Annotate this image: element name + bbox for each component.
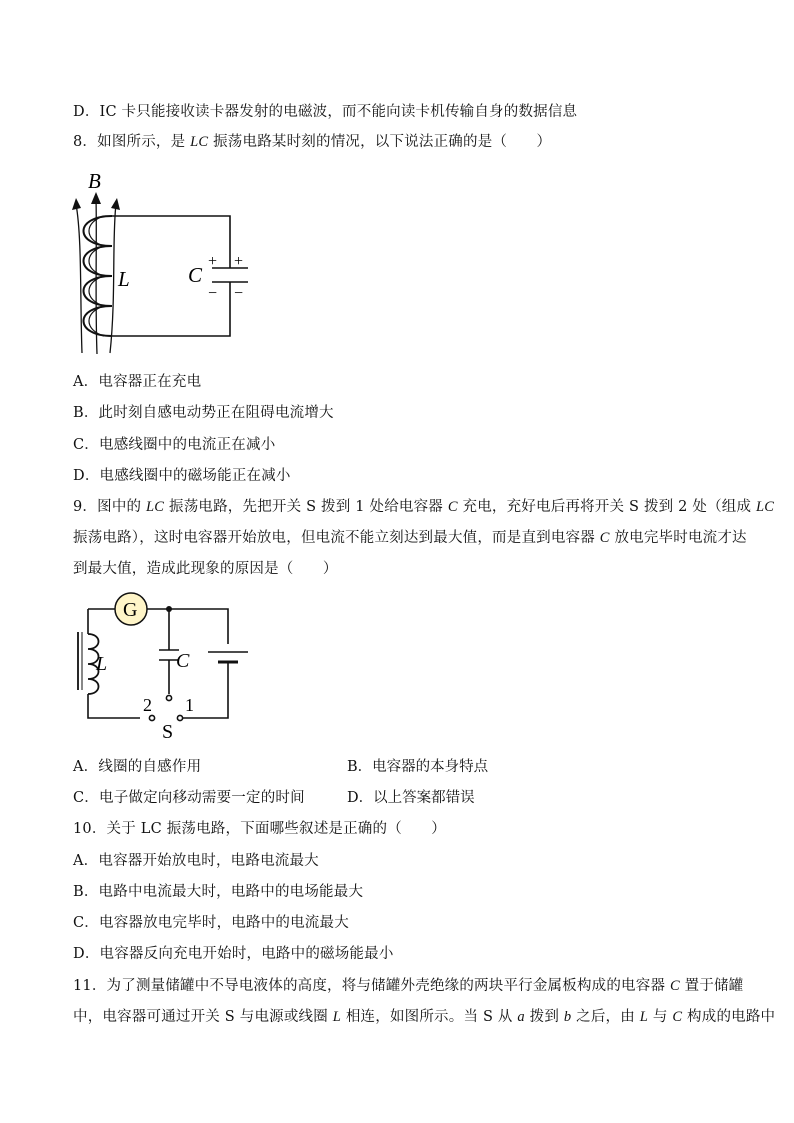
q9-terminal-1 — [177, 715, 182, 720]
q11-l2-var3: b — [563, 1009, 572, 1025]
q11-l1-a: 11．为了测量储罐中不导电液体的高度，将与储罐外壳绝缘的两块平行金属板构成的电容器 — [73, 978, 670, 994]
q9-stem-line-2 — [73, 528, 747, 548]
q8-field-line-left — [76, 204, 82, 353]
q8-field-line-right — [110, 204, 116, 353]
q11-l2-b: 相连，如图所示。当 S 从 — [341, 1009, 518, 1025]
q8-label-l: L — [118, 267, 130, 291]
q8-minus-right: − — [234, 285, 244, 302]
q11-l2-a: 中，电容器可通过开关 S 与电源或线圈 — [73, 1009, 333, 1025]
q11-stem-line-2 — [73, 1007, 775, 1027]
q8-label-b: B — [88, 169, 101, 193]
q7-option-d: D．IC 卡只能接收读卡器发射的电磁波，而不能向读卡机传输自身的数据信息 — [73, 104, 578, 120]
q9-option-a: A．线圈的自感作用 — [73, 759, 202, 775]
q11-l2-f: 构成的电路中 — [682, 1009, 776, 1025]
q11-l2-c: 拨到 — [524, 1009, 564, 1025]
q8-option-d: D．电感线圈中的磁场能正在减小 — [73, 468, 291, 484]
q9-terminal-2 — [149, 715, 154, 720]
q9-top-wire — [88, 609, 228, 644]
q8-option-a: A．电容器正在充电 — [73, 374, 202, 390]
q9-label-g: G — [123, 599, 138, 621]
q8-coil — [84, 216, 113, 336]
q8-arrowhead-left — [72, 198, 81, 210]
q9-junction — [166, 606, 172, 612]
q9-l1-var1: LC — [146, 499, 165, 515]
q9-l1-a: 9．图中的 — [73, 499, 147, 515]
q8-plus-left: + — [208, 253, 218, 270]
q9-switch-pivot — [166, 695, 171, 700]
q9-label-1: 1 — [185, 695, 194, 715]
q9-stem-line-1 — [73, 497, 774, 517]
q9-l1-b: 振荡电路，先把开关 S 拨到 1 处给电容器 — [164, 499, 448, 515]
q9-l2-a: 振荡电路），这时电容器开始放电，但电流不能立刻达到最大值，而是直到电容器 — [73, 530, 600, 546]
q9-label-l: L — [96, 653, 108, 675]
q9-option-d: D．以上答案都错误 — [347, 790, 475, 806]
q8-stem — [73, 132, 551, 152]
q8-circuit-figure — [60, 168, 260, 358]
q11-l2-var4: L — [639, 1009, 649, 1025]
q11-l1-var: C — [669, 978, 680, 994]
q9-label-s: S — [162, 721, 174, 743]
q11-l2-d: 之后，由 — [571, 1009, 640, 1025]
q9-l2-var: C — [599, 530, 610, 546]
q8-stem-prefix: 8．如图所示，是 — [73, 134, 191, 150]
q8-minus-left: − — [208, 285, 218, 302]
q8-arrowhead-right — [111, 198, 120, 210]
q8-option-c: C．电感线圈中的电流正在减小 — [73, 437, 276, 453]
q10-option-a: A．电容器开始放电时，电路电流最大 — [73, 853, 319, 869]
q8-plus-right: + — [234, 253, 244, 270]
q9-stem-line-3: 到最大值，造成此现象的原因是（ ） — [73, 561, 338, 577]
q11-l2-var1: L — [332, 1009, 342, 1025]
q8-arrowhead-mid — [91, 192, 101, 204]
q8-label-c: C — [188, 263, 203, 287]
q9-option-b: B．电容器的本身特点 — [347, 759, 489, 775]
q11-l2-e: 与 — [648, 1009, 673, 1025]
q10-option-d: D．电容器反向充电开始时，电路中的磁场能最小 — [73, 946, 394, 962]
q10-stem: 10．关于 LC 振荡电路，下面哪些叙述是正确的（ ） — [73, 821, 446, 837]
q9-l1-c: 充电，充好电后再将开关 S 拨到 2 处（组成 — [457, 499, 756, 515]
q9-l2-b: 放电完毕时电流才达 — [609, 530, 747, 546]
q8-stem-var-lc: LC — [190, 134, 209, 150]
q8-option-b: B．此时刻自感电动势正在阻碍电流增大 — [73, 405, 334, 421]
q9-option-c: C．电子做定向移动需要一定的时间 — [73, 790, 305, 806]
q9-circuit-figure — [70, 594, 260, 744]
q8-stem-suffix: 振荡电路某时刻的情况，以下说法正确的是（ ） — [208, 134, 552, 150]
q9-l1-var3: LC — [756, 499, 775, 515]
q9-label-c: C — [176, 650, 190, 672]
q11-stem-line-1 — [73, 976, 743, 996]
q9-label-2: 2 — [143, 695, 152, 715]
q11-l2-var2: a — [517, 1009, 525, 1025]
q8-field-line-mid — [96, 198, 97, 354]
q11-l2-var5: C — [672, 1009, 683, 1025]
q10-option-c: C．电容器放电完毕时，电路中的电流最大 — [73, 915, 349, 931]
q11-l1-b: 置于储罐 — [679, 978, 744, 994]
q9-l1-var2: C — [447, 499, 458, 515]
q10-option-b: B．电路中电流最大时，电路中的电场能最大 — [73, 884, 364, 900]
